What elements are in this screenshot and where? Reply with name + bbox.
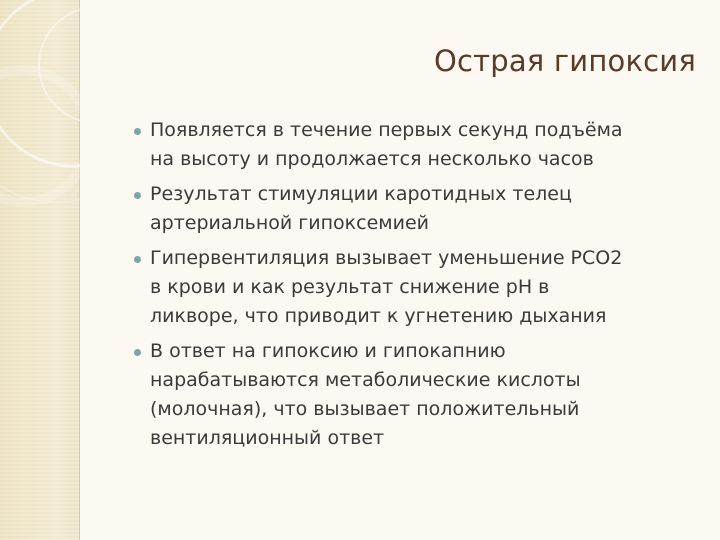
- bullet-item: [134, 180, 704, 238]
- bullet-text: В ответ на гипоксию и гипокапнию нарабатываются метаболические кислоты (молочная), что вызывает положительный вентиляционный ответ: [150, 340, 581, 449]
- slide-title: Острая гипоксия: [433, 44, 696, 78]
- bullet-dot-icon: [134, 192, 141, 199]
- bullet-item: [134, 244, 704, 331]
- left-decorative-band: [0, 0, 80, 540]
- bullet-item: [134, 116, 704, 174]
- bullet-item: [134, 337, 704, 453]
- bullet-dot-icon: [134, 256, 141, 263]
- bullet-text: Гипервентиляция вызывает уменьшение РСО2 в крови и как результат снижение pH в ликворе, что приводит к угнетению дыхания: [150, 247, 623, 327]
- bullet-dot-icon: [134, 128, 141, 135]
- bullet-dot-icon: [134, 349, 141, 356]
- bullet-text: Результат стимуляции каротидных телец артериальной гипоксемией: [150, 183, 572, 234]
- bullet-list: [134, 116, 704, 459]
- band-texture: [0, 0, 79, 540]
- bullet-text: Появляется в течение первых секунд подъёма на высоту и продолжается несколько часов: [150, 119, 623, 170]
